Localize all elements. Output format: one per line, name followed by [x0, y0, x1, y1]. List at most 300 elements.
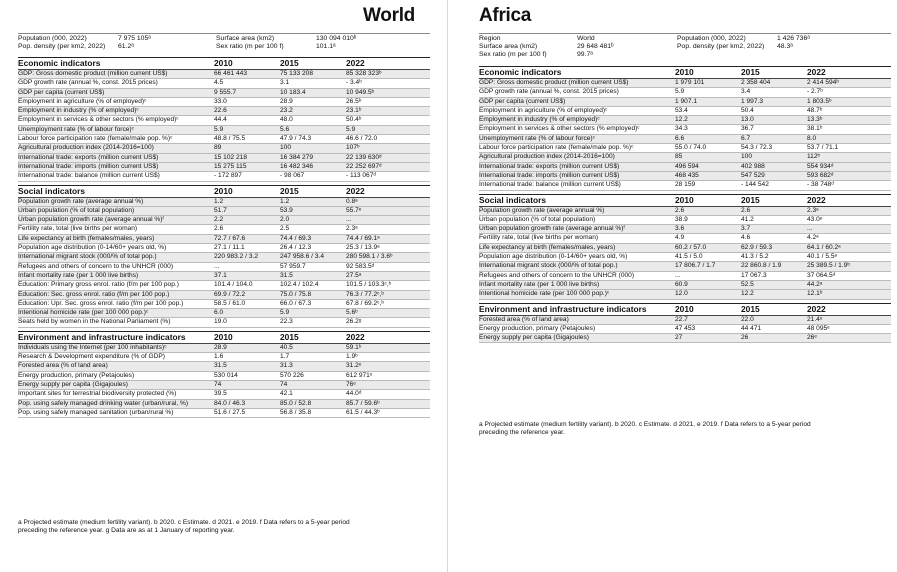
indicator-value: 44.0ᵈ [346, 390, 362, 398]
indicator-label: Seats held by women in the National Parliament (%) [18, 318, 171, 326]
indicator-section [18, 57, 430, 182]
basic-info-row [18, 35, 430, 43]
indicator-value: 15 102 218 [214, 153, 248, 161]
indicator-value: 43.0ᵉ [807, 215, 823, 223]
indicator-value: 37.1 [214, 271, 227, 279]
year-header: 2010 [214, 331, 233, 342]
indicator-label: GDP per capita (current US$) [18, 88, 105, 96]
indicator-value: 593 682ᵈ [807, 171, 834, 179]
indicator-value: 76.3 / 77.2ᶜ,ᵇ [346, 290, 384, 298]
indicator-value: ... [214, 262, 220, 270]
indicator-label: GDP: Gross domestic product (million current US$) [18, 70, 168, 77]
indicator-row [479, 262, 891, 271]
page-title: World [363, 5, 415, 26]
indicator-value: 12.2 [675, 116, 688, 124]
footnote-line: a Projected estimate (medium fertility variant). b 2020. c Estimate. d 2021. e 2019. f Data refers to a 5-year period [18, 519, 350, 526]
indicator-value: 53.4 [675, 106, 688, 114]
section-header [479, 66, 891, 79]
indicator-row [479, 79, 891, 88]
indicator-value: 101.5 / 103.3ᶜ,ᵇ [346, 281, 392, 289]
indicator-row [479, 234, 891, 243]
indicator-value: 3.7 [741, 225, 751, 233]
indicator-value: 2 358 404 [741, 79, 771, 86]
indicator-value: 39.5 [214, 390, 227, 398]
indicator-value: 247 958.6 / 3.4 [280, 253, 324, 261]
basic-value: 29 648 481ᵇ [577, 43, 614, 51]
indicator-label: GDP growth rate (annual %, const. 2015 prices) [18, 79, 158, 87]
basic-value: World [577, 35, 595, 42]
indicator-value: 27.5ᵃ [346, 271, 362, 279]
indicator-value: 22 252 697ᵈ [346, 162, 382, 170]
indicator-row [18, 135, 430, 144]
indicator-value: 89 [214, 144, 222, 152]
indicator-label: GDP growth rate (annual %, const. 2015 prices) [479, 88, 619, 96]
indicator-label: Population age distribution (0-14/60+ years old, %) [479, 253, 628, 261]
indicator-value: 22.3 [280, 318, 293, 326]
indicator-row [479, 281, 891, 290]
indicator-value: 31.3 [280, 362, 293, 370]
indicator-value: 2.6 [675, 206, 685, 214]
indicator-row [479, 144, 891, 153]
indicator-label: Life expectancy at birth (females/males, years) [18, 234, 155, 242]
indicator-value: 402 988 [741, 162, 765, 170]
indicator-row [18, 309, 430, 318]
indicator-row [18, 372, 430, 381]
indicator-row [479, 244, 891, 253]
indicator-value: 53.7 / 71.1 [807, 144, 839, 152]
basic-info-row [479, 35, 891, 43]
indicator-value: 6.6 [675, 134, 685, 142]
basic-label: Population (000, 2022) [18, 35, 87, 42]
indicator-value: 66 461 443 [214, 70, 248, 77]
indicator-value: 1 979 101 [675, 79, 705, 86]
indicator-value: 22 139 630ᵈ [346, 153, 382, 161]
indicator-value: 112ᵇ [807, 153, 821, 161]
indicator-row [18, 272, 430, 281]
indicator-value: 26ᵉ [807, 334, 817, 342]
indicator-value: 27.1 / 11.1 [214, 244, 245, 252]
footnotes [18, 519, 430, 534]
indicator-value: 5.9 [214, 125, 224, 133]
indicator-value: 3.1 [280, 79, 290, 87]
indicator-label: International trade: imports (million current US$) [479, 171, 620, 179]
indicator-value: 57 959.7 [280, 262, 306, 270]
indicator-row [479, 163, 891, 172]
indicator-value: - 98 067 [280, 172, 305, 180]
indicator-value: 38.9 [675, 215, 688, 223]
indicator-value: 5.9 [675, 88, 685, 96]
indicator-row [479, 98, 891, 107]
indicator-label: Labour force participation rate (female/male pop. %)ᶜ [18, 135, 173, 143]
section-header [479, 194, 891, 207]
basic-value: 7 975 105ᵃ [118, 35, 151, 42]
indicator-row [479, 116, 891, 125]
indicator-value: 31.5 [280, 271, 293, 279]
indicator-value: 9 555.7 [214, 88, 236, 96]
indicator-row [479, 225, 891, 234]
basic-info-row [18, 43, 430, 51]
indicator-value: 44 471 [741, 324, 762, 332]
world-page [0, 0, 448, 572]
indicator-row [479, 272, 891, 281]
indicator-value: 25.3 / 13.9ᵃ [346, 244, 380, 252]
indicator-row [18, 225, 430, 234]
indicator-row [479, 325, 891, 334]
indicator-value: 16 482 346 [280, 162, 314, 170]
indicator-row [18, 318, 430, 327]
indicator-value: 13.0 [741, 116, 754, 124]
indicator-label: International trade: exports (million current US$) [479, 162, 620, 170]
indicator-label: Education: Primary gross enrol. ratio (f/m per 100 pop.) [18, 281, 179, 289]
section-header [18, 331, 430, 344]
indicator-row [18, 244, 430, 253]
indicator-row [479, 253, 891, 262]
indicator-label: Employment in industry (% of employed)ᶜ [479, 116, 600, 124]
indicator-value: 23.2 [280, 107, 293, 115]
indicator-label: Energy production, primary (Petajoules) [479, 324, 596, 332]
year-header: 2015 [280, 58, 299, 68]
indicator-value: 220 983.2 / 3.2 [214, 253, 258, 261]
indicator-row [479, 334, 891, 343]
year-header: 2022 [807, 67, 826, 77]
indicator-value: 612 971ᵉ [346, 371, 373, 379]
basic-value: 99.7ᵃ [577, 51, 593, 59]
indicator-value: 26.5ᵇ [346, 97, 362, 105]
indicator-value: 62.9 / 59.3 [741, 243, 773, 251]
indicator-value: 1.2 [214, 197, 224, 205]
indicator-value: 4.6 [741, 234, 751, 242]
indicator-value: 36.7 [741, 125, 754, 133]
indicator-value: 40.1 / 5.5ᵃ [807, 253, 837, 261]
indicator-value: 1 803.5ᵇ [807, 97, 832, 105]
indicator-label: Urban population growth rate (average annual %)ᶠ [479, 225, 625, 233]
year-header: 2015 [741, 303, 760, 314]
indicator-value: 85 328 323ᵇ [346, 70, 382, 77]
indicator-value: 4.9 [675, 234, 685, 242]
indicator-value: 76ᵉ [346, 380, 356, 388]
indicator-value: 5.9 [346, 125, 356, 133]
indicator-value: 4.5 [214, 79, 224, 87]
indicator-sections [18, 57, 430, 418]
indicator-row [18, 207, 430, 216]
indicator-value: ... [675, 271, 681, 279]
indicator-row [18, 98, 430, 107]
indicator-value: 5.6ᵇ [346, 309, 358, 317]
indicator-value: 59.1ᵇ [346, 343, 362, 351]
indicator-row [479, 125, 891, 134]
indicator-value: 26 [741, 334, 749, 342]
indicator-value: 41.5 / 5.0 [675, 253, 703, 261]
indicator-sections [479, 66, 891, 343]
indicator-label: Infant mortality rate (per 1 000 live births) [479, 280, 600, 288]
indicator-label: International migrant stock (000/% of total pop.) [18, 253, 157, 261]
indicator-value: 26.2ᵍ [346, 318, 362, 326]
basic-info-block [479, 33, 891, 59]
year-header: 2022 [346, 58, 365, 68]
indicator-value: 19.0 [214, 318, 227, 326]
indicator-value: 16 384 279 [280, 153, 314, 161]
indicator-value: 17 806.7 / 1.7 [675, 262, 716, 270]
indicator-row [479, 88, 891, 97]
footnotes [479, 421, 891, 436]
indicator-value: 23.1ᵇ [346, 107, 362, 115]
indicator-label: Research & Development expenditure (% of GDP) [18, 353, 165, 361]
basic-value: 61.2ᵃ [118, 43, 134, 51]
indicator-value: 58.5 / 61.0 [214, 299, 246, 307]
indicator-label: Population growth rate (average annual %) [18, 197, 144, 205]
indicator-row [18, 70, 430, 79]
indicator-value: 50.4ᵇ [346, 116, 362, 124]
indicator-value: 47 453 [675, 324, 696, 332]
africa-page [449, 0, 897, 572]
indicator-label: Individuals using the Internet (per 100 inhabitants)ᶜ [18, 343, 167, 351]
basic-info-block [18, 33, 430, 51]
indicator-row [479, 316, 891, 325]
indicator-value: 42.1 [280, 390, 293, 398]
indicator-label: Infant mortality rate (per 1 000 live births) [18, 271, 139, 279]
indicator-value: 4.2ᵃ [807, 234, 819, 242]
indicator-section [479, 194, 891, 300]
indicator-value: 28.9 [214, 343, 227, 351]
indicator-value: 25 389.5 / 1.9ᵇ [807, 262, 850, 270]
indicator-value: 10 949.5ᵇ [346, 88, 375, 96]
indicator-value: 2.2 [214, 216, 224, 224]
indicator-value: 28 159 [675, 181, 696, 189]
indicator-label: Fertility rate, total (live births per woman) [479, 234, 599, 242]
year-header: 2015 [741, 194, 760, 205]
indicator-row [18, 198, 430, 207]
indicator-value: 22.0 [741, 315, 754, 323]
indicator-label: Employment in services & other sectors (% employed)ᶜ [479, 125, 640, 133]
year-header: 2022 [346, 185, 365, 196]
indicator-label: Refugees and others of concern to the UNHCR (000) [18, 262, 174, 270]
indicator-label: Population age distribution (0-14/60+ years old, %) [18, 244, 167, 252]
indicator-value: ... [346, 216, 352, 224]
indicator-row [479, 172, 891, 181]
year-header: 2022 [807, 194, 826, 205]
basic-label2: Surface area (km2) [216, 35, 275, 42]
basic-label2: Sex ratio (m per 100 f) [216, 43, 284, 51]
indicator-label: Urban population growth rate (average annual %)ᶠ [18, 216, 164, 224]
indicator-section [18, 331, 430, 418]
section-title: Social indicators [479, 194, 547, 205]
indicator-label: Unemployment rate (% of labour force)ᶜ [18, 125, 134, 133]
indicator-value: 92 583.5ᵈ [346, 262, 375, 270]
indicator-row [18, 300, 430, 309]
year-header: 2015 [741, 67, 760, 77]
basic-label2: Pop. density (per km2, 2022) [677, 43, 765, 51]
year-header: 2010 [214, 185, 233, 196]
indicator-value: 64.1 / 60.2ᵃ [807, 243, 841, 251]
section-header [18, 57, 430, 70]
indicator-row [18, 216, 430, 225]
indicator-value: 75.0 / 75.8 [280, 290, 312, 298]
indicator-label: Forested area (% of land area) [479, 315, 569, 323]
indicator-value: 17 067.3 [741, 271, 767, 279]
indicator-label: Pop. using safely managed sanitation (urban/rural %) [18, 408, 174, 416]
basic-label: Sex ratio (m per 100 f) [479, 51, 547, 59]
indicator-label: GDP per capita (current US$) [479, 97, 566, 105]
indicator-value: 2 414 594ᵇ [807, 79, 839, 86]
indicator-row [18, 235, 430, 244]
indicator-value: 69.9 / 72.2 [214, 290, 246, 298]
indicator-value: 101.4 / 104.0 [214, 281, 253, 289]
indicator-row [18, 381, 430, 390]
indicator-value: 48 095ᵉ [807, 324, 830, 332]
indicator-label: Agricultural production index (2014-2016=100) [479, 153, 615, 161]
indicator-row [479, 207, 891, 216]
indicator-row [18, 362, 430, 371]
indicator-label: International trade: imports (million current US$) [18, 162, 159, 170]
indicator-value: 15 275 115 [214, 162, 247, 170]
indicator-row [18, 126, 430, 135]
year-header: 2010 [675, 303, 694, 314]
year-header: 2022 [807, 303, 826, 314]
indicator-row [18, 144, 430, 153]
indicator-section [479, 303, 891, 344]
indicator-value: 51.7 [214, 206, 227, 214]
indicator-value: 12.2 [741, 290, 754, 298]
indicator-value: 1 997.3 [741, 97, 763, 105]
indicator-value: 5.6 [280, 125, 290, 133]
indicator-label: Pop. using safely managed drinking water (urban/rural, %) [18, 399, 189, 407]
indicator-label: Unemployment rate (% of labour force)ᶜ [479, 134, 595, 142]
indicator-value: 1.9ᵇ [346, 353, 358, 361]
section-title: Environment and infrastructure indicators [479, 303, 647, 314]
indicator-value: 66.0 / 67.3 [280, 299, 312, 307]
indicator-row [479, 107, 891, 116]
indicator-label: Forested area (% of land area) [18, 362, 108, 370]
indicator-value: 2.3ᵃ [807, 206, 819, 214]
indicator-label: International migrant stock (000/% of total pop.) [479, 262, 618, 270]
indicator-value: 41.2 [741, 215, 754, 223]
indicator-label: Employment in agriculture (% of employed)ᶜ [479, 106, 608, 114]
indicator-label: Life expectancy at birth (females/males, years) [479, 243, 616, 251]
indicator-value: 3.4 [741, 88, 751, 96]
indicator-label: Energy production, primary (Petajoules) [18, 371, 135, 379]
section-title: Economic indicators [18, 58, 101, 68]
indicator-value: 28.9 [280, 97, 293, 105]
indicator-value: 27 [675, 334, 683, 342]
indicator-label: Intentional homicide rate (per 100 000 pop.)ᶜ [18, 309, 149, 317]
indicator-value: 2.5 [280, 225, 290, 233]
indicator-value: 554 934ᵈ [807, 162, 834, 170]
indicator-value: 22 860.8 / 1.9 [741, 262, 782, 270]
indicator-value: 100 [741, 153, 753, 161]
indicator-value: 51.6 / 27.5 [214, 408, 246, 416]
indicator-value: 74.4 / 69.1ᵃ [346, 234, 380, 242]
indicator-value: 1.2 [280, 197, 290, 205]
indicator-section [18, 185, 430, 328]
indicator-value: 2.6 [741, 206, 751, 214]
basic-value2: 101.1ᵃ [316, 43, 336, 51]
indicator-row [18, 154, 430, 163]
indicator-value: 44.2ᵃ [807, 280, 823, 288]
indicator-label: Fertility rate, total (live births per woman) [18, 225, 138, 233]
indicator-value: 48.0 [280, 116, 293, 124]
indicator-value: - 3.4ᵇ [346, 79, 362, 87]
indicator-label: International trade: balance (million current US$) [18, 172, 160, 180]
indicator-section [479, 66, 891, 191]
indicator-label: Employment in agriculture (% of employed)ᶜ [18, 97, 147, 105]
basic-label: Pop. density (per km2, 2022) [18, 43, 106, 51]
indicator-value: 72.7 / 67.6 [214, 234, 246, 242]
indicator-row [18, 79, 430, 88]
indicator-label: Agricultural production index (2014-2016=100) [18, 144, 154, 152]
year-header: 2015 [280, 331, 299, 342]
indicator-value: 547 529 [741, 171, 765, 179]
indicator-value: 12.0 [675, 290, 688, 298]
indicator-row [18, 353, 430, 362]
indicator-label: Intentional homicide rate (per 100 000 pop.)ᶜ [479, 290, 610, 298]
indicator-value: 0.8ᵃ [346, 197, 358, 205]
indicator-row [18, 107, 430, 116]
indicator-value: 12.1ᵇ [807, 290, 823, 298]
section-title: Economic indicators [479, 67, 562, 77]
indicator-label: Energy supply per capita (Gigajoules) [18, 380, 128, 388]
indicator-value: 21.4ᵉ [807, 315, 823, 323]
indicator-value: 496 594 [675, 162, 699, 170]
indicator-value: 22.7 [675, 315, 688, 323]
indicator-value: 37 064.5ᵈ [807, 271, 836, 279]
year-header: 2010 [675, 194, 694, 205]
indicator-value: 61.5 / 44.3ᵇ [346, 408, 380, 416]
indicator-value: - 144 542 [741, 181, 769, 189]
year-header: 2015 [280, 185, 299, 196]
indicator-value: 1.7 [280, 353, 290, 361]
footnote-line: preceding the reference year. g Data are as at 1 January of reporting year. [18, 526, 235, 534]
indicator-value: - 38 748ᵈ [807, 181, 834, 189]
indicator-value: 1.6 [214, 353, 224, 361]
indicator-label: Urban population (% of total population) [479, 215, 596, 223]
indicator-row [479, 290, 891, 299]
indicator-value: - 172 897 [214, 172, 242, 180]
indicator-value: 3.6 [675, 225, 685, 233]
indicator-value: 31.2ᵉ [346, 362, 362, 370]
indicator-value: 55.0 / 74.0 [675, 144, 707, 152]
indicator-row [479, 216, 891, 225]
indicator-label: International trade: exports (million current US$) [18, 153, 159, 161]
indicator-label: Employment in services & other sectors (% employed)ᶜ [18, 116, 179, 124]
indicator-value: 22.6 [214, 107, 227, 115]
indicator-value: 60.9 [675, 280, 688, 288]
indicator-value: 52.5 [741, 280, 754, 288]
basic-label2: Population (000, 2022) [677, 35, 746, 42]
indicator-value: 74 [280, 380, 288, 388]
indicator-value: 2.3ᵃ [346, 225, 358, 233]
indicator-value: 5.9 [280, 309, 290, 317]
indicator-value: - 2.7ᵇ [807, 88, 823, 96]
indicator-label: Important sites for terrestrial biodiversity protected (%) [18, 390, 177, 398]
indicator-value: 102.4 / 102.4 [280, 281, 319, 289]
indicator-row [479, 181, 891, 190]
indicator-label: Labour force participation rate (female/male pop. %)ᶜ [479, 144, 634, 152]
indicator-value: 53.9 [280, 206, 293, 214]
indicator-value: 74.4 / 69.3 [280, 234, 312, 242]
indicator-label: GDP: Gross domestic product (million current US$) [479, 79, 629, 86]
indicator-value: ... [807, 225, 813, 233]
section-header [18, 185, 430, 198]
indicator-label: Education: Sec. gross enrol. ratio (f/m per 100 pop.) [18, 290, 170, 298]
indicator-value: 8.0 [807, 134, 817, 142]
section-title: Environment and infrastructure indicators [18, 331, 186, 342]
indicator-value: 44.4 [214, 116, 227, 124]
indicator-value: 1 907.1 [675, 97, 697, 105]
indicator-value: 84.0 / 46.3 [214, 399, 246, 407]
indicator-value: 570 226 [280, 371, 304, 379]
indicator-value: 75 133 208 [280, 70, 314, 77]
indicator-value: 6.0 [214, 309, 224, 317]
